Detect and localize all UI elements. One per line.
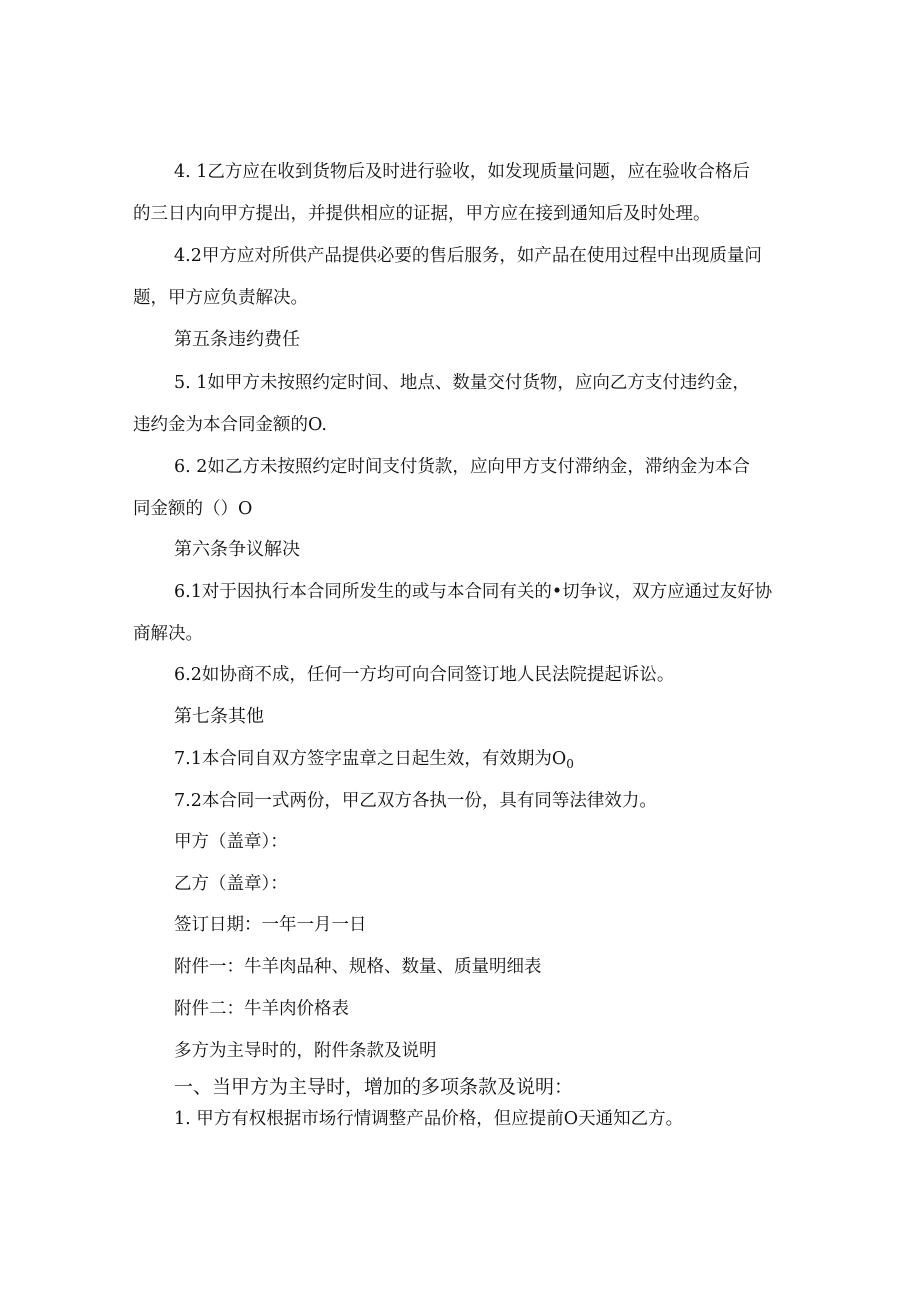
clause-4-2-line-1: 4.2甲方应对所供产品提供必要的售后服务，如产品在使用过程中出现质量问	[174, 246, 762, 266]
clause-5-1-line-2: 违约金为本合同金额的O.	[133, 415, 327, 435]
clause-7-1	[174, 747, 574, 776]
attachment-1-line: 附件一：牛羊肉品种、规格、数量、质量明细表	[174, 957, 542, 977]
clause-4-2-line-2: 题，甲方应负责解决。	[133, 288, 308, 308]
article-7-heading: 第七条其他	[174, 706, 264, 727]
signing-date-line: 签订日期：一年一月一日	[174, 915, 367, 935]
lead-item-1: 1. 甲方有权根据市场行情调整产品价格，但应提前O天通知乙方。	[174, 1109, 684, 1129]
clause-7-1-subscript: 0	[566, 757, 574, 771]
clause-5-2-line-2: 同金额的（）O	[133, 499, 253, 519]
multi-party-line: 多方为主导时的，附件条款及说明	[174, 1041, 437, 1061]
clause-7-1-text: 7.1本合同自双方签字盅章之日起生效，有效期为O	[174, 749, 567, 769]
party-a-seal-line: 甲方（盖章）：	[174, 832, 288, 852]
clause-5-2-line-1: 6. 2如乙方未按照约定时间支付货款，应向甲方支付滞纳金，滞纳金为本合	[174, 457, 750, 477]
clause-6-2: 6.2如协商不成，任何一方均可向合同签订地人民法院提起诉讼。	[174, 665, 675, 685]
clause-4-1-line-1: 4. 1乙方应在收到货物后及时进行验收，如发现质量问题，应在验收合格后	[174, 162, 750, 182]
clause-6-1-line-1: 6.1对于因执行本合同所发生的或与本合同有关的•切争议，双方应通过友好协	[174, 582, 773, 602]
article-6-heading: 第六条争议解决	[174, 539, 300, 560]
clause-7-2: 7.2本合同一式两份，甲乙双方各执一份，具有同等法律效力。	[174, 791, 657, 811]
party-b-seal-line: 乙方（盖章）：	[174, 874, 288, 894]
clause-6-1-line-2: 商解决。	[133, 624, 203, 644]
article-5-heading: 第五条违约费任	[174, 329, 300, 350]
clause-5-1-line-1: 5. 1如甲方未按照约定时间、地点、数量交付货物，应向乙方支付违约金，	[174, 373, 750, 393]
clause-4-1-line-2: 的三日内向甲方提出，并提供相应的证据，甲方应在接到通知后及时处理。	[133, 204, 711, 224]
attachment-2-line: 附件二：牛羊肉价格表	[174, 999, 349, 1019]
party-a-lead-heading: 一、当甲方为主导时，增加的多项条款及说明：	[174, 1076, 574, 1098]
